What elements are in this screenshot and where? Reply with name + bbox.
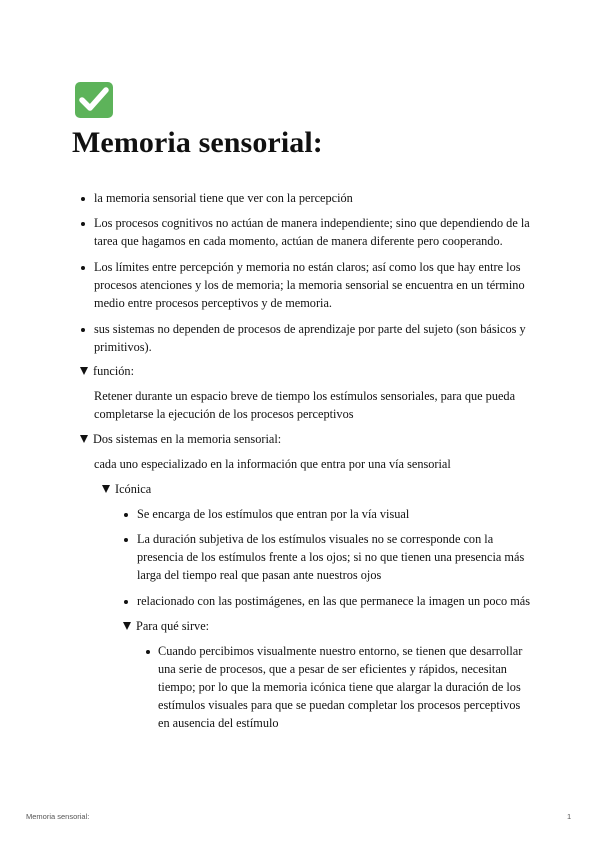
paragraph-text: completarse la ejecución de los procesos perceptivos xyxy=(94,407,354,421)
toggle-triangle-icon[interactable] xyxy=(102,485,110,493)
bullet-dot xyxy=(124,538,128,542)
bullet-dot xyxy=(124,513,128,517)
list-item-text: procesos atenciones y los de memoria; la memoria sensorial se encuentra en un término xyxy=(94,278,525,292)
list-item-text: primitivos). xyxy=(94,340,152,354)
toggle-label: Icónica xyxy=(115,482,152,496)
list-item-text: relacionado con las postimágenes, en las que permanece la imagen un poco más xyxy=(137,594,531,608)
toggle-label: función: xyxy=(93,364,134,378)
toggle-triangle-icon[interactable] xyxy=(80,367,88,375)
list-item-text: la memoria sensorial tiene que ver con la percepción xyxy=(94,191,353,205)
toggle-triangle-icon[interactable] xyxy=(123,622,131,630)
footer-page-number: 1 xyxy=(567,812,572,821)
bullet-dot xyxy=(81,197,85,201)
list-item-text: tiempo; por lo que la memoria icónica tiene que alargar la duración de los xyxy=(158,680,521,694)
page-title: Memoria sensorial: xyxy=(72,126,323,159)
toggle-triangle-icon[interactable] xyxy=(80,435,88,443)
check-mark-icon xyxy=(74,81,114,119)
list-item-text: en ausencia del estímulo xyxy=(158,716,279,730)
toggle-label: Para qué sirve: xyxy=(136,619,210,633)
list-item-text: presencia de los estímulos frente a los ojos; si no que tienen una presencia más xyxy=(137,550,525,564)
bullet-dot xyxy=(81,222,85,226)
bullet-dot xyxy=(81,266,85,270)
bullet-dot xyxy=(81,328,85,332)
list-item-text: tarea que hagamos en cada momento, actúan de manera diferente pero cooperando. xyxy=(94,234,503,248)
list-item-text: larga del tiempo real que pasan ante nuestros ojos xyxy=(137,568,382,582)
list-item-text: sus sistemas no dependen de procesos de aprendizaje por parte del sujeto (son básicos y xyxy=(94,322,526,336)
bullet-dot xyxy=(124,600,128,604)
bullet-dot xyxy=(146,650,150,654)
list-item-text: una serie de procesos, que a pesar de ser eficientes y rápidos, necesitan xyxy=(158,662,507,676)
list-item-text: Se encarga de los estímulos que entran por la vía visual xyxy=(137,507,410,521)
list-item-text: Los procesos cognitivos no actúan de manera independiente; sino que dependiendo de la xyxy=(94,216,530,230)
paragraph-text: Retener durante un espacio breve de tiempo los estímulos sensoriales, para que pueda xyxy=(94,389,516,403)
list-item-text: estímulos visuales para que se puedan completar los procesos perceptivos xyxy=(158,698,521,712)
list-item-text: medio entre procesos perceptivos y de memoria. xyxy=(94,296,332,310)
toggle-label: Dos sistemas en la memoria sensorial: xyxy=(93,432,282,446)
list-item-text: Cuando percibimos visualmente nuestro entorno, se tienen que desarrollar xyxy=(158,644,523,658)
paragraph-text: cada uno especializado en la información que entra por una vía sensorial xyxy=(94,457,451,471)
list-item-text: La duración subjetiva de los estímulos visuales no se corresponde con la xyxy=(137,532,494,546)
list-item-text: Los límites entre percepción y memoria no están claros; así como los que hay entre los xyxy=(94,260,521,274)
footer-document-title: Memoria sensorial: xyxy=(26,812,90,821)
